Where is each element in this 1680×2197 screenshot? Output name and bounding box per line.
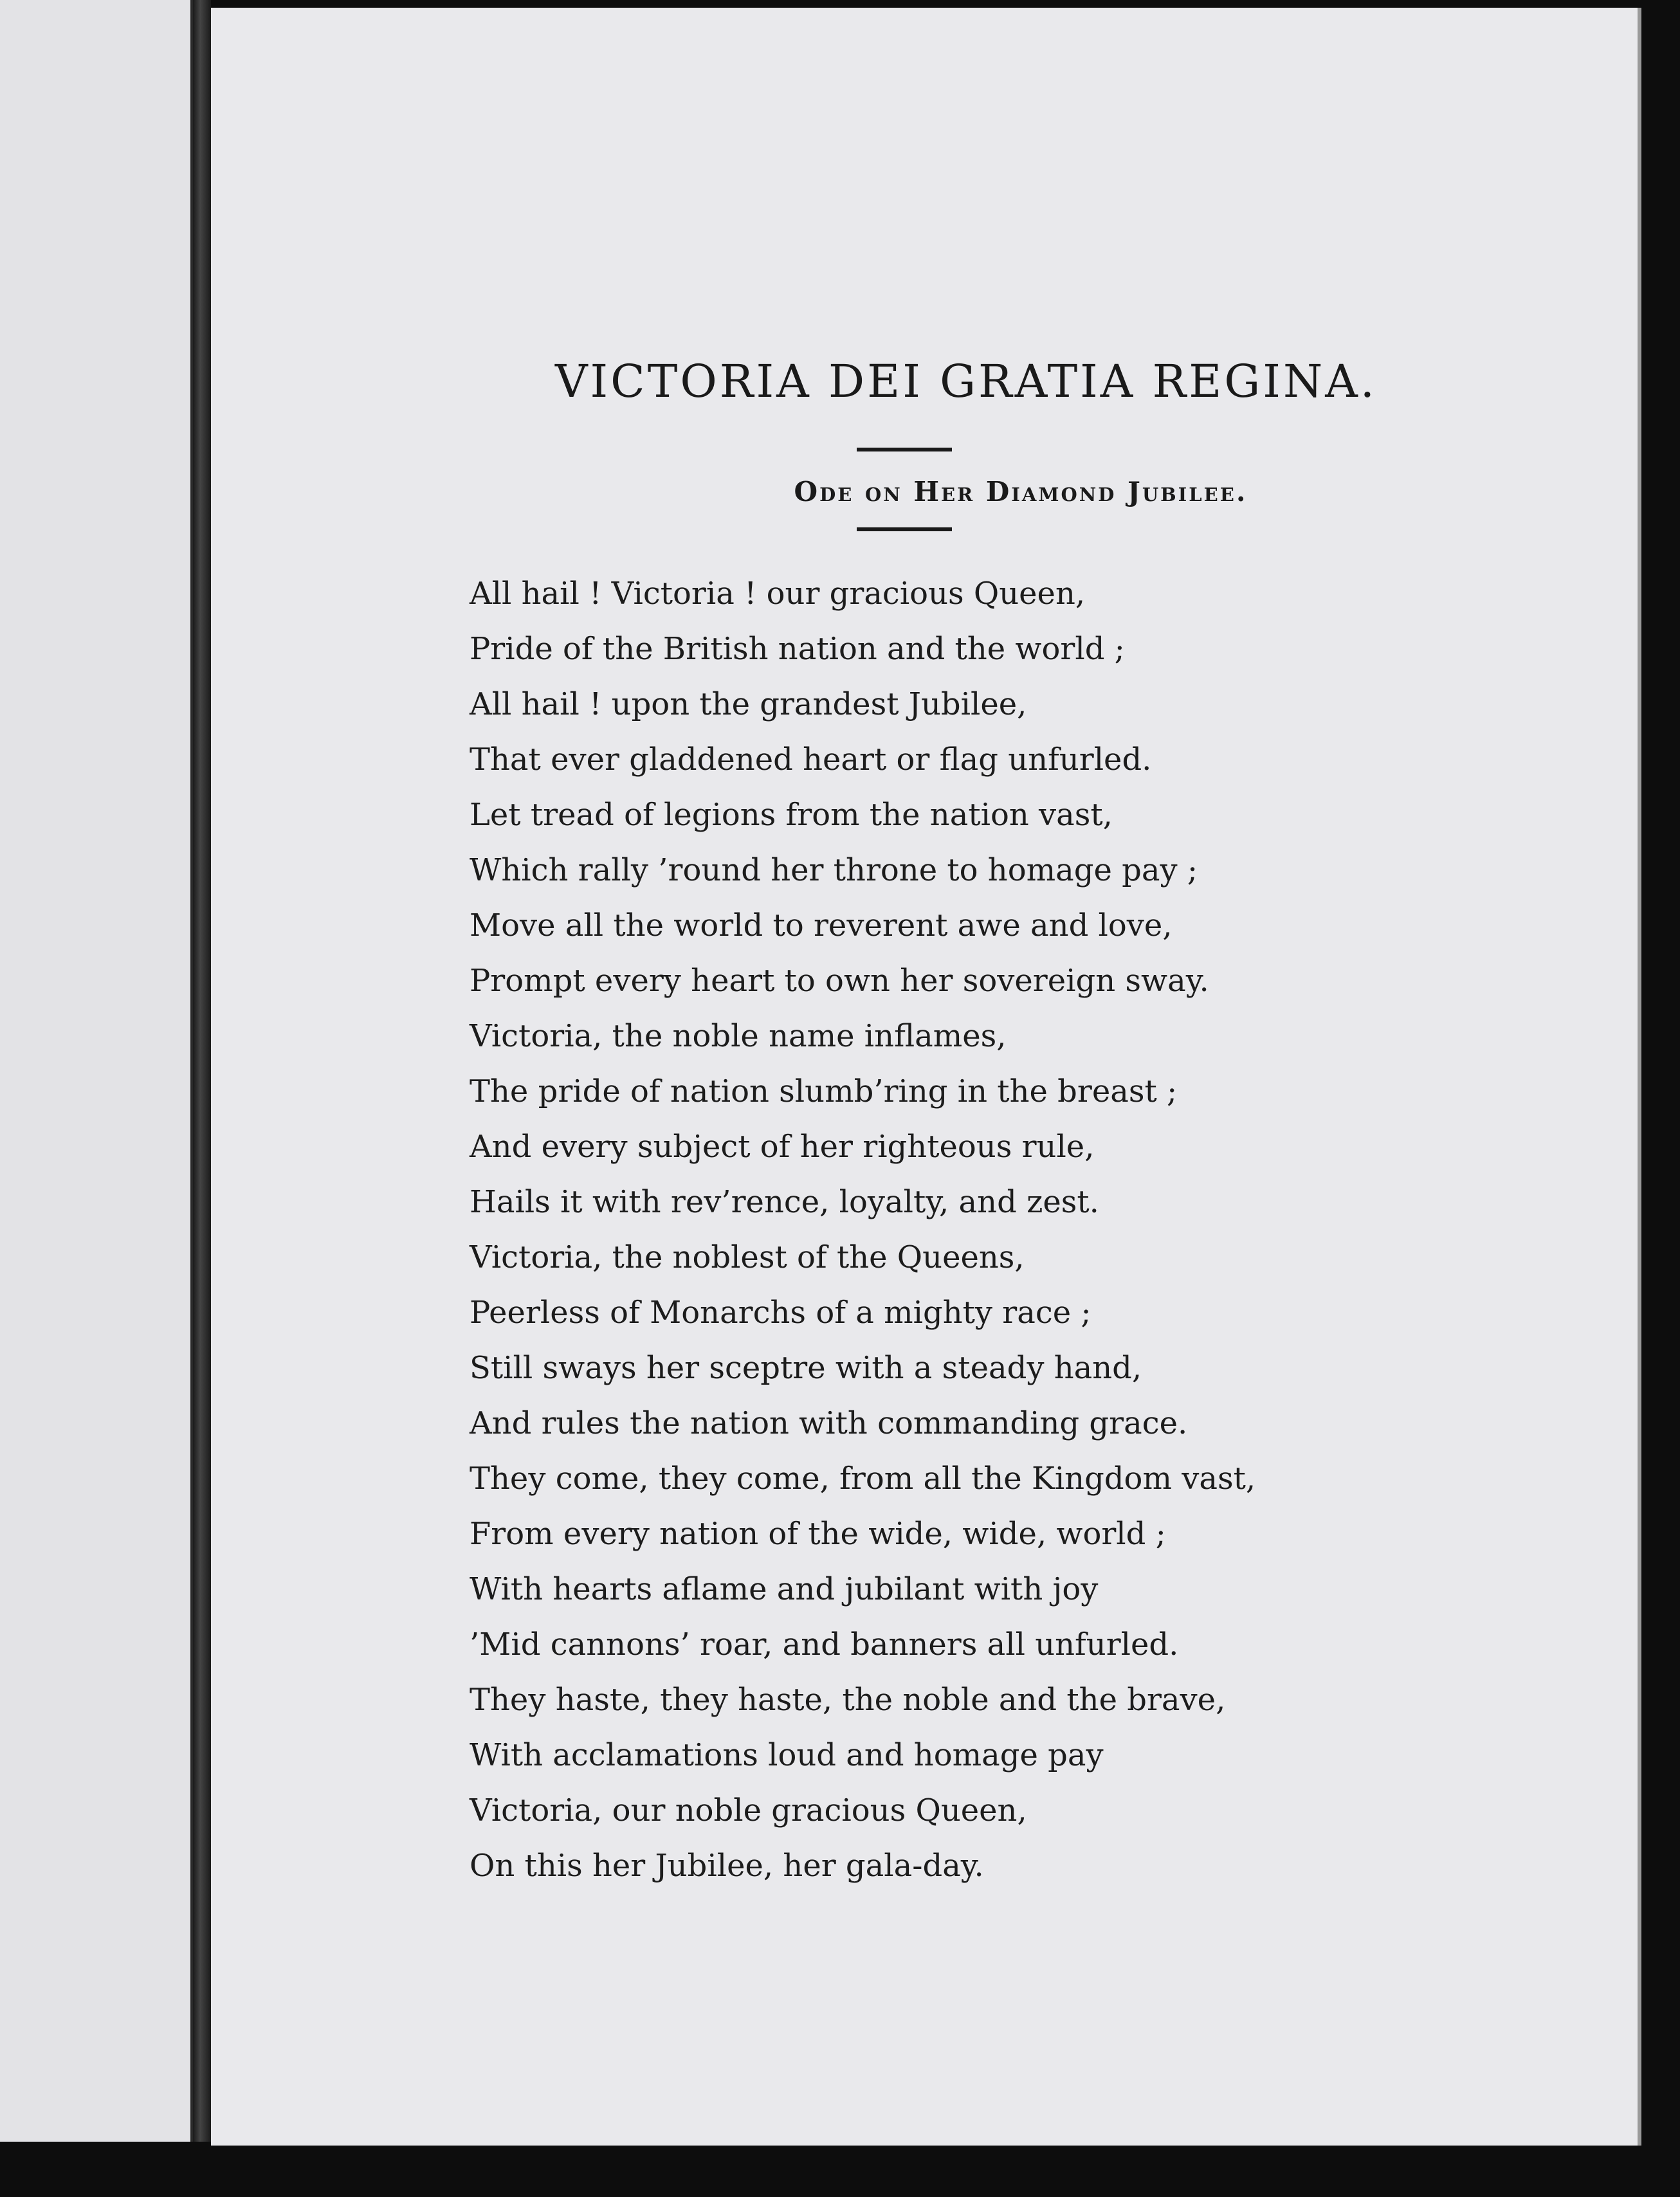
poem-line: Still sways her sceptre with a steady hand, [470, 1350, 1142, 1386]
poem-line: They haste, they haste, the noble and the brave, [470, 1682, 1226, 1718]
poem-line: The pride of nation slumb’ring in the breast ; [470, 1073, 1178, 1109]
poem-line: Pride of the British nation and the world ; [470, 631, 1125, 667]
book-gutter [193, 0, 211, 2142]
title-rule-bottom [857, 527, 952, 531]
poem-line: With acclamations loud and homage pay [470, 1737, 1104, 1773]
poem-line: Prompt every heart to own her sovereign sway. [470, 963, 1209, 999]
poem [470, 566, 1563, 1893]
page-title: VICTORIA DEI GRATIA REGINA. [554, 355, 1378, 408]
poem-line: Victoria, the noble name inflames, [470, 1018, 1007, 1054]
poem-line: Victoria, the noblest of the Queens, [470, 1239, 1025, 1275]
poem-line: On this her Jubilee, her gala-day. [470, 1848, 984, 1884]
facing-page [0, 0, 193, 2142]
document-page [211, 8, 1641, 2146]
poem-line: Which rally ’round her throne to homage pay ; [470, 852, 1198, 888]
poem-line: With hearts aflame and jubilant with joy [470, 1571, 1099, 1607]
title-rule-top [857, 448, 952, 451]
poem-line: And rules the nation with commanding grace. [470, 1405, 1188, 1441]
page-subtitle: Ode on Her Diamond Jubilee. [794, 476, 1248, 507]
poem-line: They come, they come, from all the Kingdom vast, [470, 1461, 1256, 1497]
poem-line: Hails it with rev’rence, loyalty, and zest. [470, 1184, 1099, 1220]
poem-line: From every nation of the wide, wide, world ; [470, 1516, 1166, 1552]
poem-line: All hail ! Victoria ! our gracious Queen, [470, 576, 1086, 612]
poem-line: Peerless of Monarchs of a mighty race ; [470, 1295, 1091, 1331]
poem-line: Victoria, our noble gracious Queen, [470, 1792, 1027, 1828]
poem-line: Move all the world to reverent awe and love, [470, 907, 1173, 944]
poem-line: All hail ! upon the grandest Jubilee, [470, 686, 1027, 722]
poem-line: That ever gladdened heart or flag unfurled. [470, 742, 1152, 778]
poem-line: Let tread of legions from the nation vast, [470, 797, 1113, 833]
poem-line: ’Mid cannons’ roar, and banners all unfurled. [470, 1627, 1179, 1663]
poem-line: And every subject of her righteous rule, [470, 1129, 1095, 1165]
